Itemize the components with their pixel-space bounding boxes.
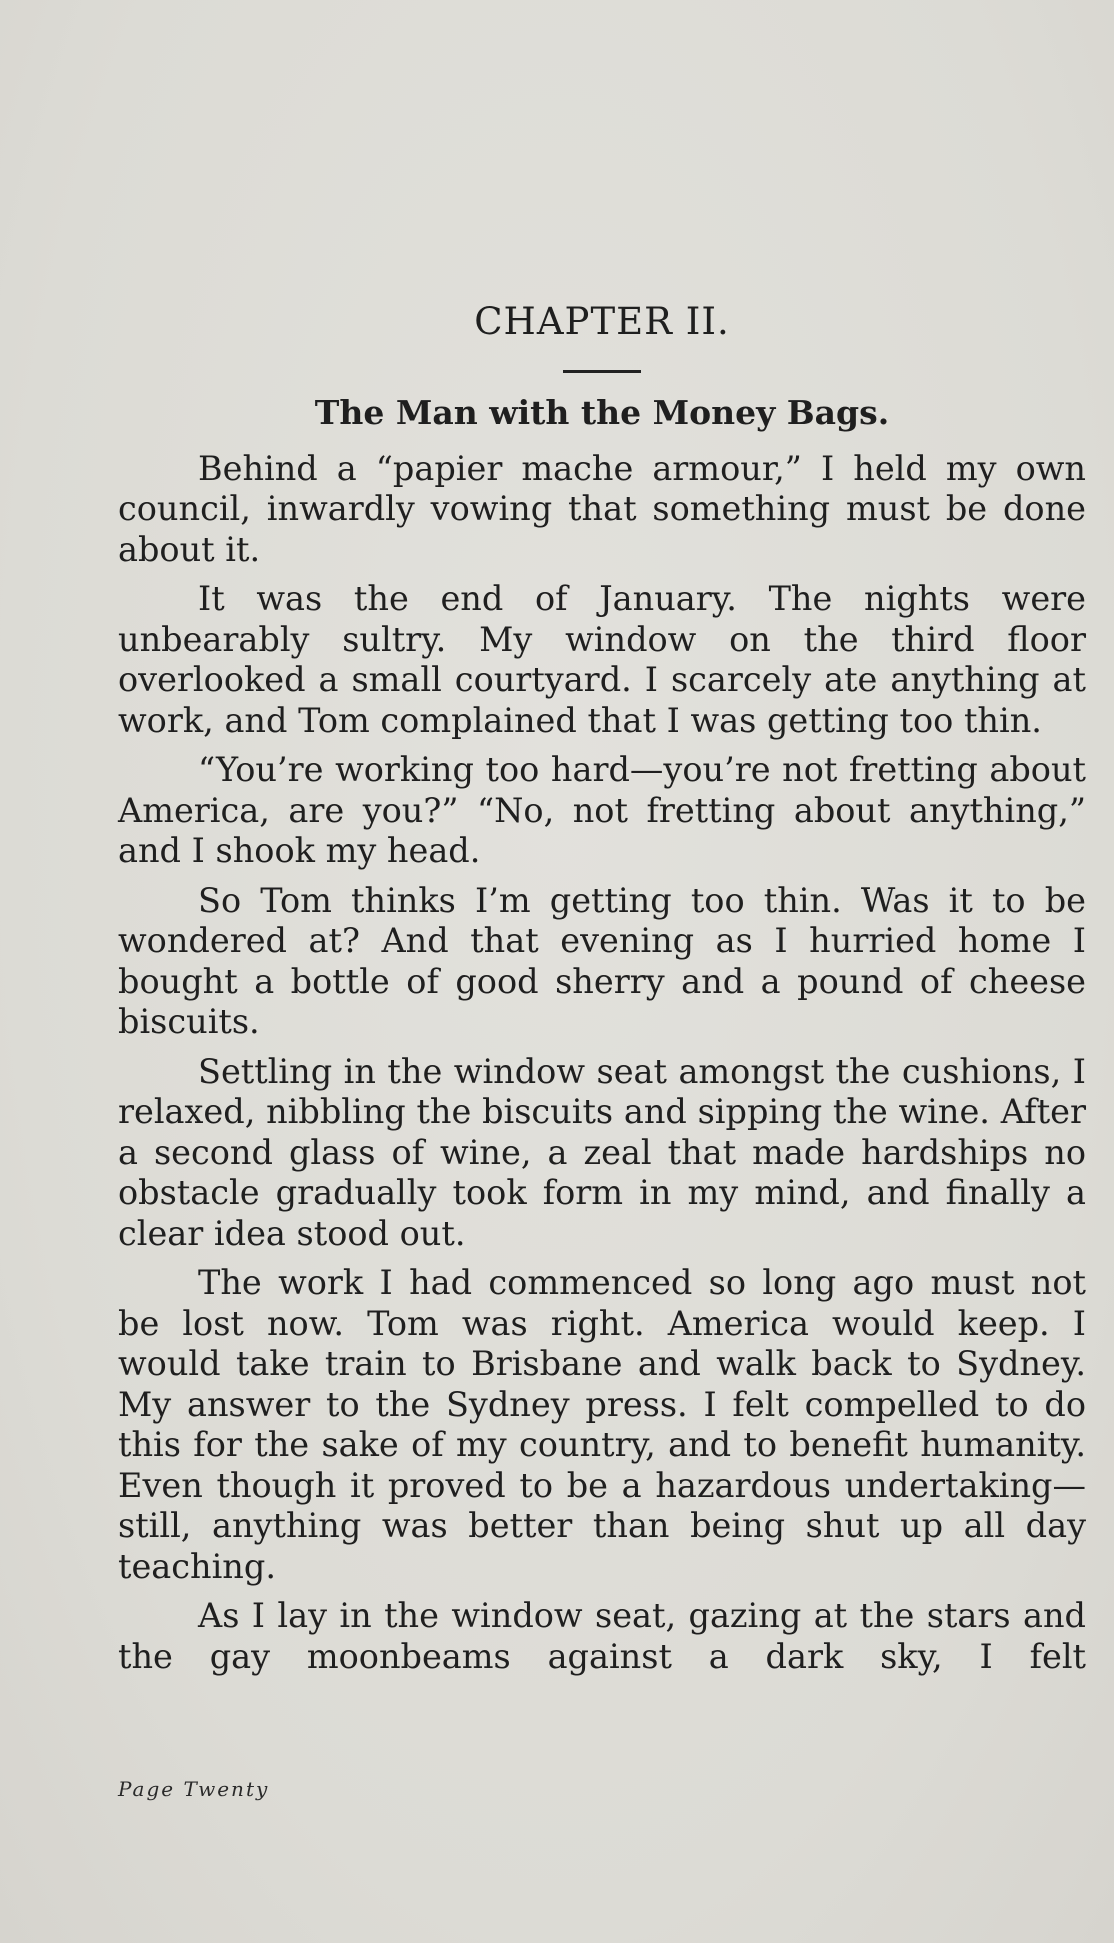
title-divider [563, 370, 641, 373]
paragraph: Behind a “papier mache armour,” I held my own council, inwardly vowing that something must be done about it. [118, 448, 1086, 569]
paragraph: So Tom thinks I’m getting too thin. Was it to be wondered at? And that evening as I hurried home I bought a bottle of good sherry and a pound of cheese biscuits. [118, 880, 1086, 1042]
paragraph: It was the end of January. The nights were unbearably sultry. My window on the third floor overlooked a small courtyard. I scarcely ate anything at work, and Tom complained that I was getting too thin. [118, 579, 1086, 740]
chapter-body [118, 449, 1086, 1678]
chapter-subtitle: The Man with the Money Bags. [314, 393, 890, 433]
paragraph: Settling in the window seat amongst the cushions, I relaxed, nibbling the biscuits and sipping the wine. After a second glass of wine, a zeal that made hardships no obstacle gradually took form in my mind, and finally a clear idea stood out. [118, 1051, 1086, 1253]
paragraph: “You’re working too hard—you’re not fretting about America, are you?” “No, not fretting about anything,” and I shook my head. [118, 750, 1086, 871]
paragraph: The work I had commenced so long ago must not be lost now. Tom was right. America would keep. I would take train to Brisbane and walk back to Sydney. My answer to the Sydney press. I felt compelled to do this for the sake of my country, and to benefit humanity. Even though it proved to be a hazardous undertaking—still, anything was better than being shut up all day teaching. [118, 1263, 1086, 1586]
chapter-title: CHAPTER II. [474, 300, 730, 343]
paragraph: As I lay in the window seat, gazing at the stars and the gay moonbeams against a dark sky, I felt [118, 1596, 1086, 1676]
page-number-label: Page Twenty [118, 1777, 270, 1801]
page-content [118, 300, 1086, 1686]
